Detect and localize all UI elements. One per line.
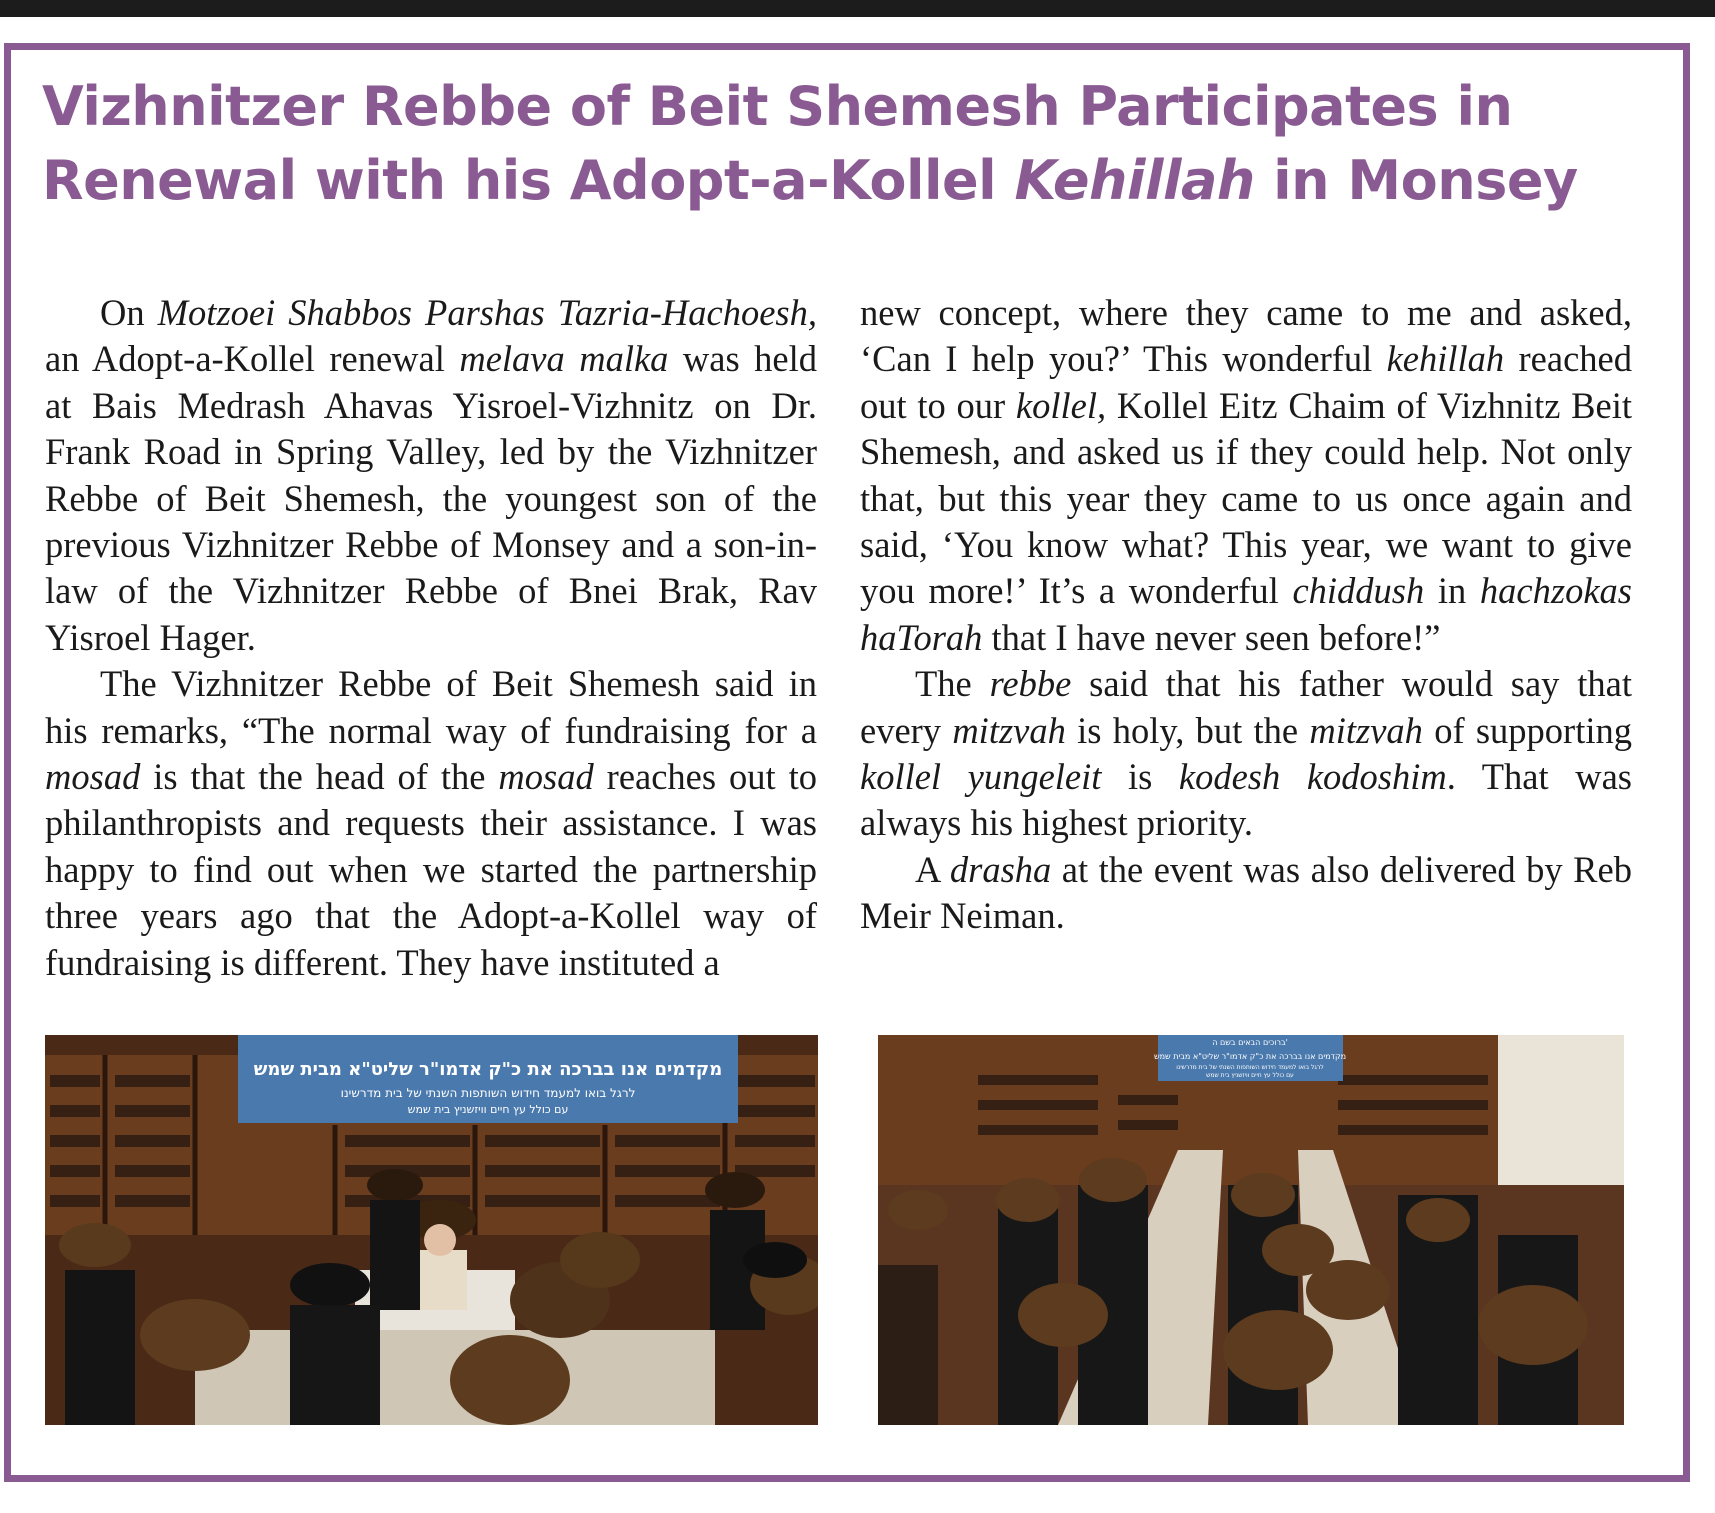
banner-line-2: לרגל בואו למעמד חידוש השותפות השנתי של בית מדרשינו <box>340 1086 636 1100</box>
article-column-left <box>45 290 817 986</box>
article-column-right <box>860 290 1632 940</box>
banner-line-1: מקדמים אנו בברכה את כ"ק אדמו"ר שליט"א מבית שמש <box>253 1059 723 1080</box>
banner-top: ברוכים הבאים בשם ה' <box>1212 1038 1288 1047</box>
banner-line-3: עם כולל עץ חיים וויזשניץ בית שמש <box>407 1103 569 1116</box>
headline <box>42 70 1682 218</box>
headline-line-1: Vizhnitzer Rebbe of Beit Shemesh Participates in <box>42 75 1513 138</box>
paragraph-2-part-1: The Vizhnitzer Rebbe of Beit Shemesh said in his remarks, “The normal way of fundraising for a mosad is that the head of the mosad reaches out to philanthropists and requests their assistance. I was happy to find out when we started the partnership three years ago that the Adopt-a-Kollel way of fundraising is different. They have instituted a <box>45 663 817 983</box>
paragraph-2-part-2: new concept, where they came to me and asked, ‘Can I help you?’ This wonderful kehillah reached out to our kollel, Kollel Eitz Chaim of Vizhnitz Beit Shemesh, and asked us if they could help. Not only that, but this year they came to us once again and said, ‘You know what? This year, we want to give you more!’ It’s a wonderful chiddush in hachzokas haTorah that I have never seen before!” <box>860 292 1632 658</box>
banner-line-1: מקדמים אנו בברכה את כ"ק אדמו"ר שליט"א מבית שמש <box>1153 1052 1347 1061</box>
top-rule <box>0 0 1715 17</box>
banner-line-3: עם כולל עץ חיים וויזשניץ בית שמש <box>1206 1072 1294 1079</box>
event-photo-rebbe-table-image <box>45 1035 818 1425</box>
headline-line-2c: in Monsey <box>1254 149 1578 212</box>
event-photo-tables <box>878 1035 1624 1425</box>
paragraph-3: The rebbe said that his father would say that every mitzvah is holy, but the mitzvah of supporting kollel yungeleit is kodesh kodoshim. That was always his highest priority. <box>860 663 1632 844</box>
banner-line-2: לרגל בואו למעמד חידוש השותפות השנתי של בית מדרשינו <box>1176 1064 1324 1071</box>
headline-line-2-italic: Kehillah <box>1014 149 1255 212</box>
paragraph-4: A drasha at the event was also delivered by Reb Meir Neiman. <box>860 848 1632 937</box>
event-photo-tables-image <box>878 1035 1624 1425</box>
paragraph-1: On Motzoei Shabbos Parshas Tazria-Hachoesh, an Adopt-a-Kollel renewal melava malka was held at Bais Medrash Ahavas Yisroel-Vizhnitz on Dr. Frank Road in Spring Valley, led by the Vizhnitzer Rebbe of Beit Shemesh, the youngest son of the previous Vizhnitzer Rebbe of Monsey and a son-in-law of the Vizhnitzer Rebbe of Bnei Brak, Rav Yisroel Hager. <box>45 292 817 658</box>
event-photo-rebbe-table <box>45 1035 818 1425</box>
headline-line-2a: Renewal with his Adopt-a-Kollel <box>42 149 1015 212</box>
